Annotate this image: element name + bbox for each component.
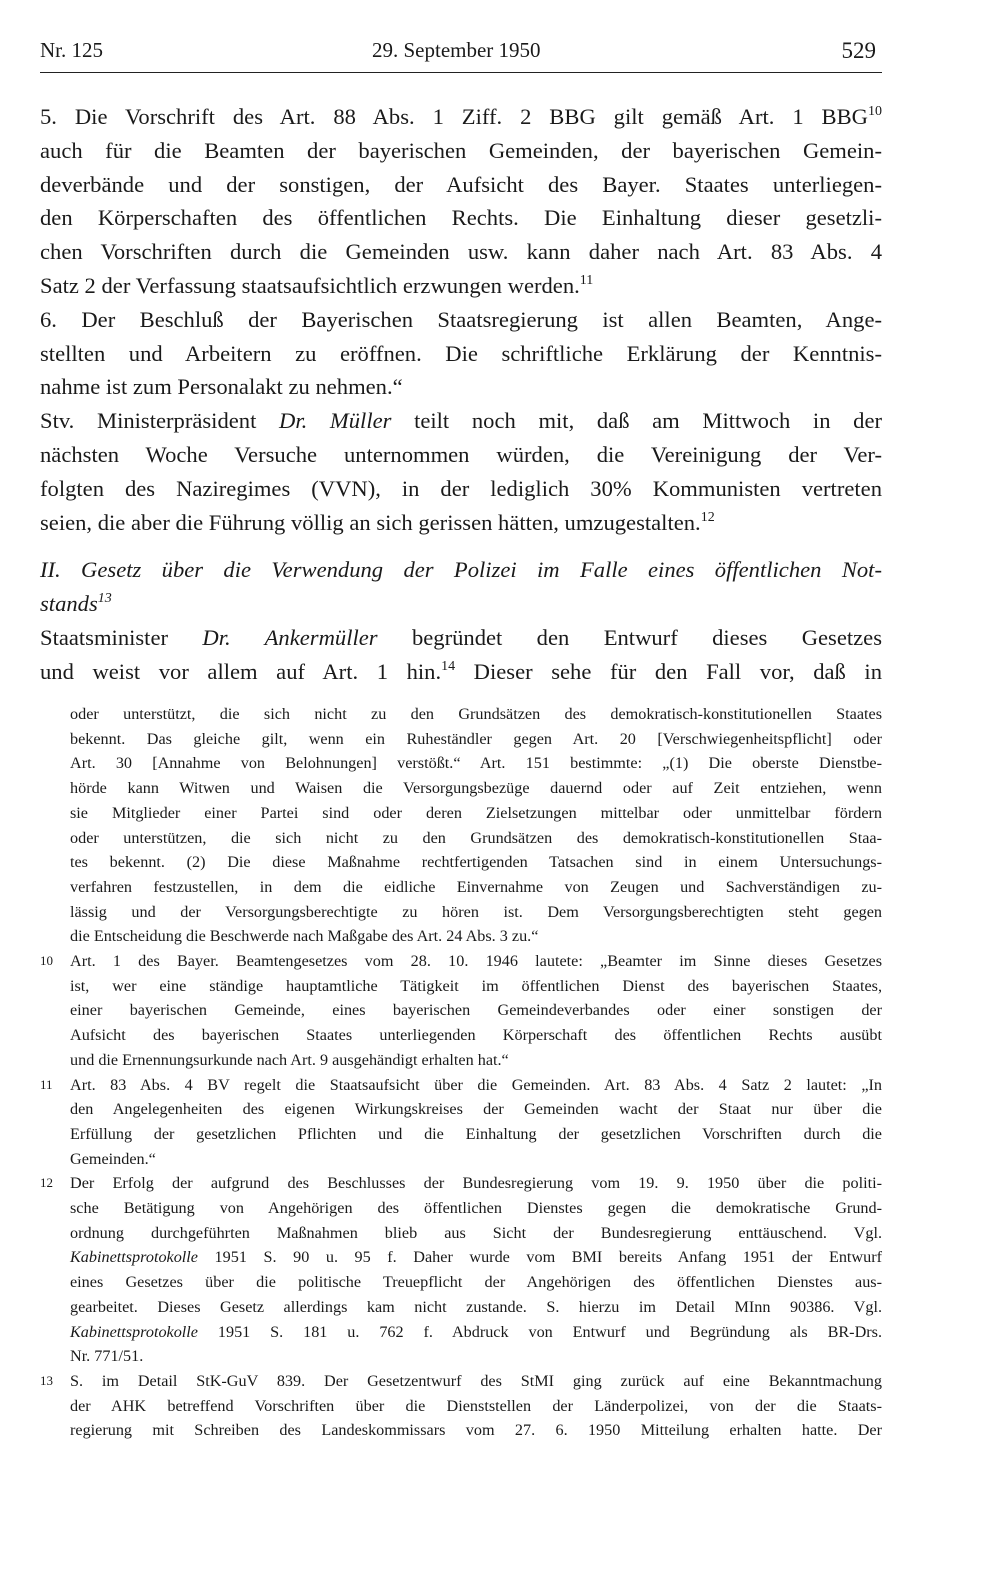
footnote-line: Der Erfolg der aufgrund des Beschlusses der Bundesregierung vom 19. 9. 1950 über die politi- (70, 1174, 882, 1193)
ankermueller-paragraph (40, 621, 882, 689)
footnote-line: ordnung durchgeführten Maßnahmen blieb aus Sicht der Bundesregierung enttäuschend. Vgl. (70, 1223, 882, 1242)
source-title: Kabinettsprotokolle (70, 1322, 198, 1341)
footnote-line: Aufsicht des bayerischen Staates unterliegenden Körperschaft des öffentlichen Rechts ausübt (70, 1026, 882, 1045)
text-line: 6. Der Beschluß der Bayerischen Staatsregierung ist allen Beamten, Ange- (40, 306, 882, 332)
footnote-line: hörde kann Witwen und Waisen die Versorgungsbezüge dauernd oder auf Zeit entziehen, wenn (70, 779, 882, 798)
footnote-line: eines Gesetzes über die politische Treuepflicht der Angehörigen des öffentlichen Dienstes aus- (70, 1273, 882, 1292)
footnote-number: 13 (40, 1372, 53, 1388)
footnote-ref: 11 (579, 272, 594, 288)
text-line: nahme ist zum Personalakt zu nehmen.“ (40, 374, 403, 400)
footnote-line: S. im Detail StK-GuV 839. Der Gesetzentwurf des StMI ging zurück auf eine Bekanntmachung (70, 1371, 882, 1390)
header-date: 29. September 1950 (372, 38, 541, 62)
text-line: den Körperschaften des öffentlichen Rechts. Die Einhaltung dieser gesetzli- (40, 205, 882, 231)
text-line: auch für die Beamten der bayerischen Gemeinden, der bayerischen Gemein- (40, 137, 882, 163)
heading-line: stands (40, 591, 98, 617)
footnote-line: die Entscheidung die Beschwerde nach Maßgabe des Art. 24 Abs. 3 zu.“ (70, 927, 539, 946)
footnote-line: oder unterstützt, die sich nicht zu den Grundsätzen des demokratisch-konstitutionellen Staates (70, 705, 882, 723)
footnote-12 (40, 1171, 882, 1369)
footnote-line: sche Betätigung von Angehörigen des öffentlichen Dienstes gegen die demokratische Grund- (70, 1199, 882, 1218)
text-line: Satz 2 der Verfassung staatsaufsichtlich erzwungen werden. (40, 272, 580, 298)
footnote-number: 10 (40, 953, 53, 969)
footnote-line: einer bayerischen Gemeinde, eines bayerischen Gemeindeverbandes oder einer sonstigen der (70, 1001, 882, 1020)
text-run: 1951 S. 181 u. 762 f. Abdruck von Entwurf und Begründung als BR-Drs. (198, 1322, 882, 1341)
running-header (40, 32, 882, 73)
mueller-paragraph (40, 404, 882, 539)
footnote-10 (40, 949, 882, 1073)
item-5-paragraph (40, 100, 882, 303)
heading-line: II. Gesetz über die Verwendung der Polizei im Falle eines öffentlichen Not- (40, 557, 882, 583)
text-run: teilt noch mit, daß am Mittwoch in der (391, 408, 882, 434)
footnote-line: oder unterstützen, die sich nicht zu den Grundsätzen des demokratisch-konstitutionellen Staa- (70, 828, 882, 847)
footnote-line: lässig und der Versorgungsberechtigte zu hören ist. Dem Versorgungsberechtigten steht gegen (70, 902, 882, 921)
footnote-ref: 14 (441, 658, 456, 674)
footnote-line: regierung mit Schreiben des Landeskommissars vom 27. 6. 1950 Mitteilung erhalten hatte. Der (70, 1421, 882, 1440)
text-run: Dieser sehe für den Fall vor, daß in (455, 658, 882, 684)
issue-number: Nr. 125 (40, 38, 103, 62)
footnote-13 (40, 1369, 882, 1443)
footnote-ref: 12 (700, 509, 715, 525)
main-text (40, 100, 882, 689)
footnote-line: ist, wer eine ständige hauptamtliche Tätigkeit im öffentlichen Dienst des bayerischen Staates, (70, 976, 882, 995)
footnote-line: gearbeitet. Dieses Gesetz allerdings kam nicht zustande. S. hierzu im Detail MInn 90386. Vgl. (70, 1297, 882, 1316)
text-line: nächsten Woche Versuche unternommen würden, die Vereinigung der Ver- (40, 441, 882, 467)
footnote-line: Nr. 771/51. (70, 1347, 144, 1366)
person-name: Dr. Müller (279, 408, 392, 434)
footnote-line: und die Ernennungsurkunde nach Art. 9 ausgehändigt erhalten hat.“ (70, 1050, 509, 1069)
footnote-number: 11 (40, 1076, 53, 1092)
footnote-line: Art. 30 [Annahme von Belohnungen] verstößt.“ Art. 151 bestimmte: „(1) Die oberste Dienstbe- (70, 754, 882, 773)
text-line: chen Vorschriften durch die Gemeinden usw. kann daher nach Art. 83 Abs. 4 (40, 239, 882, 265)
footnote-line: Erfüllung der gesetzlichen Pflichten und die Einhaltung der gesetzlichen Vorschriften durch die (70, 1124, 882, 1143)
footnote-line: Gemeinden.“ (70, 1149, 156, 1168)
footnote-line: Art. 83 Abs. 4 BV regelt die Staatsaufsicht über die Gemeinden. Art. 83 Abs. 4 Satz 2 lautet: „In (70, 1075, 882, 1094)
source-title: Kabinettsprotokolle (70, 1248, 198, 1267)
footnote-line: den Angelegenheiten des eigenen Wirkungskreises der Gemeinden wacht der Staat nur über die (70, 1100, 882, 1119)
text-line: seien, die aber die Führung völlig an sich gerissen hätten, umzugestalten. (40, 509, 701, 535)
footnote-continuation (40, 702, 882, 949)
footnotes (40, 702, 882, 1443)
text-run: 1951 S. 90 u. 95 f. Daher wurde vom BMI bereits Anfang 1951 der Entwurf (198, 1248, 882, 1267)
item-6-paragraph (40, 303, 882, 404)
text-run: Staatsminister (40, 624, 203, 650)
footnote-line: bekennt. Das gleiche gilt, wenn ein Ruheständler gegen Art. 20 [Verschwiegenheitspflicht] oder (70, 729, 882, 748)
text-line: stellten und Arbeitern zu eröffnen. Die schriftliche Erklärung der Kenntnis- (40, 340, 882, 366)
text-run: Stv. Ministerpräsident (40, 408, 280, 434)
text-line: 5. Die Vorschrift des Art. 88 Abs. 1 Ziff. 2 BBG gilt gemäß Art. 1 BBG (40, 104, 868, 129)
footnote-ref: 10 (868, 104, 882, 119)
text-line: folgten des Naziregimes (VVN), in der lediglich 30% Kommunisten vertreten (40, 475, 882, 501)
text-run: und weist vor allem auf Art. 1 hin. (40, 658, 442, 684)
footnote-line: der AHK betreffend Vorschriften über die Dienststellen der Länderpolizei, von der die Staats- (70, 1396, 882, 1415)
footnote-line: verfahren festzustellen, in dem die eidliche Einvernahme von Zeugen und Sachverständigen zu- (70, 877, 882, 896)
section-heading (40, 553, 882, 621)
footnote-ref: 13 (97, 591, 112, 607)
text-run: begründet den Entwurf dieses Gesetzes (377, 624, 882, 650)
footnote-line: sie Mitglieder einer Partei sind oder deren Zielsetzungen mittelbar oder unmittelbar fördern (70, 803, 882, 822)
footnote-line: tes bekennt. (2) Die diese Maßnahme rechtfertigenden Tatsachen sind in einem Untersuchungs- (70, 853, 882, 872)
footnote-number: 12 (40, 1175, 53, 1191)
text-line: deverbände und der sonstigen, der Aufsicht des Bayer. Staates unterliegen- (40, 171, 882, 197)
page-number: 529 (841, 38, 876, 63)
footnote-line: Art. 1 des Bayer. Beamtengesetzes vom 28. 10. 1946 lautete: „Beamter im Sinne dieses Gesetzes (70, 952, 882, 971)
person-name: Dr. Ankermüller (202, 624, 378, 650)
footnote-11 (40, 1073, 882, 1172)
